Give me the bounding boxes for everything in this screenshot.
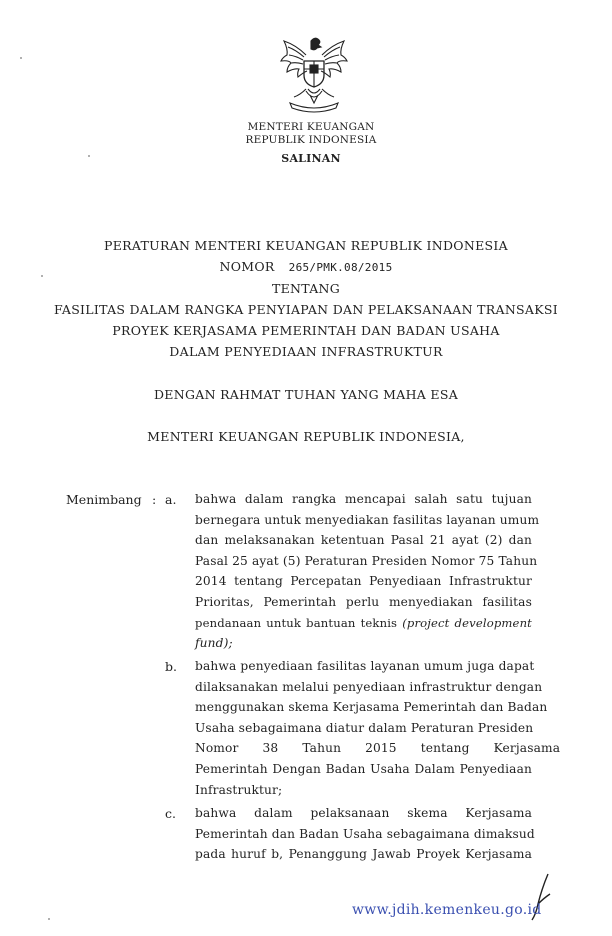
nomor-line — [0, 259, 612, 274]
item-c-line: pada huruf b, Penanggung Jawab Proyek Kerjasama — [195, 847, 532, 862]
item-c-text — [195, 803, 535, 865]
item-a-line: dan melaksanakan ketentuan Pasal 21 ayat (2) dan — [195, 533, 532, 548]
regulation-title: PERATURAN MENTERI KEUANGAN REPUBLIK INDONESIA — [104, 238, 508, 253]
subject-line-1: FASILITAS DALAM RANGKA PENYIAPAN DAN PELAKSANAAN TRANSAKSI — [53, 302, 558, 317]
item-b-line: Pemerintah Dengan Badan Usaha Dalam Penyediaan — [195, 761, 532, 776]
item-c-line: Pemerintah dan Badan Usaha sebagaimana dimaksud — [195, 826, 535, 841]
scan-speck — [20, 57, 22, 59]
header-minister: MENTERI KEUANGAN — [247, 121, 375, 133]
item-a-line: bahwa dalam rangka mencapai salah satu tujuan — [195, 492, 532, 506]
item-a-line: fund); — [195, 636, 233, 651]
item-b-text — [195, 656, 561, 800]
subject-line-2: PROYEK KERJASAMA PEMERINTAH DAN BADAN USAHA — [112, 323, 500, 338]
preamble: DENGAN RAHMAT TUHAN YANG MAHA ESA — [153, 387, 459, 402]
item-b-line: Usaha sebagaimana diatur dalam Peraturan Presiden — [195, 720, 534, 735]
item-a-line: pendanaan untuk bantuan teknis (project development — [195, 615, 532, 630]
scan-speck — [88, 155, 90, 157]
header-country: REPUBLIK INDONESIA — [245, 134, 377, 146]
item-a-line: 2014 tentang Percepatan Penyediaan Infrastruktur — [195, 574, 532, 589]
subject-line-3: DALAM PENYEDIAAN INFRASTRUKTUR — [169, 344, 443, 359]
menimbang-label: Menimbang — [66, 492, 142, 507]
item-b-line: menggunakan skema Kerjasama Pemerintah dan Badan — [195, 700, 548, 715]
item-b-line: bahwa penyediaan fasilitas layanan umum juga dapat — [195, 659, 535, 673]
item-b-line: Nomor 38 Tahun 2015 tentang Kerjasama — [195, 741, 561, 756]
nomor-label: NOMOR — [219, 259, 275, 274]
scan-speck — [41, 275, 43, 277]
tentang-label: TENTANG — [271, 281, 341, 296]
item-a-line: Prioritas, Pemerintah perlu menyediakan fasilitas — [195, 594, 532, 609]
item-a-text — [195, 489, 540, 654]
copy-label: SALINAN — [281, 152, 341, 165]
issuer: MENTERI KEUANGAN REPUBLIK INDONESIA, — [147, 429, 465, 444]
nomor-value: 265/PMK.08/2015 — [288, 261, 393, 274]
scan-speck — [48, 918, 50, 920]
item-c-mark: c. — [165, 806, 176, 821]
menimbang-colon: : — [152, 492, 157, 507]
item-a-line: bernegara untuk menyediakan fasilitas layanan umum — [195, 512, 540, 527]
item-b-line: Infrastruktur; — [195, 782, 283, 797]
item-b-line: dilaksanakan melalui penyediaan infrastruktur dengan — [195, 679, 543, 694]
item-b-mark: b. — [165, 659, 177, 674]
item-a-mark: a. — [165, 492, 177, 507]
item-c-line: bahwa dalam pelaksanaan skema Kerjasama — [195, 806, 532, 820]
garuda-emblem-icon — [276, 33, 352, 115]
item-a-line: Pasal 25 ayat (5) Peraturan Presiden Nomor 75 Tahun — [195, 553, 538, 568]
jdih-link[interactable]: www.jdih.kemenkeu.go.id — [352, 902, 542, 918]
